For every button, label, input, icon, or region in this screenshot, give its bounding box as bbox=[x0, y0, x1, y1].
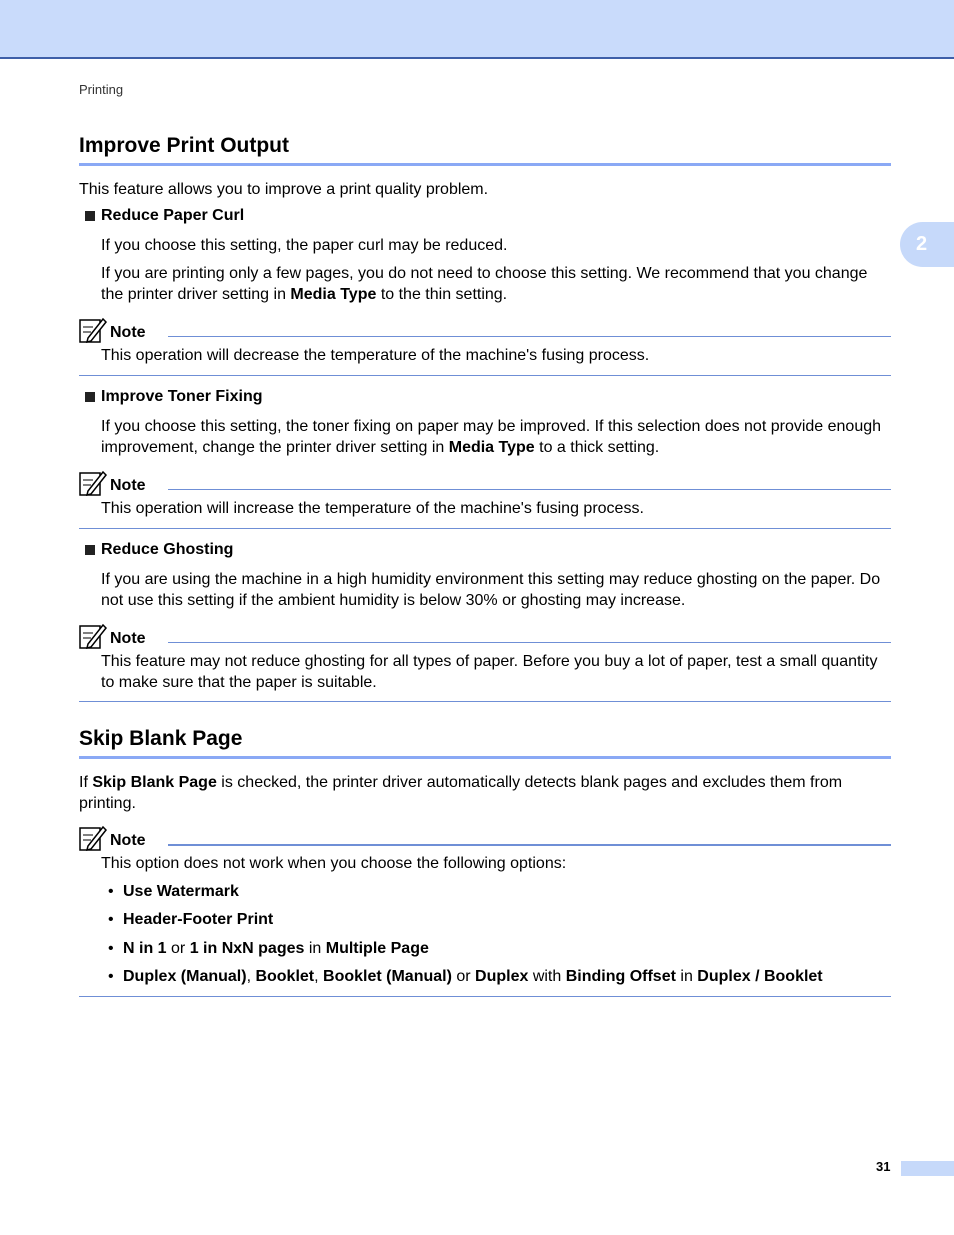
square-bullet-icon bbox=[85, 211, 95, 221]
bullet-dot-icon: • bbox=[108, 883, 114, 900]
bold-term: Media Type bbox=[448, 439, 535, 456]
note-label: Note bbox=[110, 832, 146, 849]
text: to the thin setting. bbox=[376, 286, 508, 303]
note-rule bbox=[168, 489, 891, 490]
paragraph: If you are using the machine in a high humidity environment this setting may reduce ghosting on the paper. Do not use this setting if the ambient humidity is below 30% or ghosting may increase. bbox=[101, 571, 881, 609]
note-header bbox=[79, 469, 891, 501]
text: in bbox=[304, 940, 326, 957]
text: to a thick setting. bbox=[534, 439, 660, 456]
note-label: Note bbox=[110, 630, 146, 647]
note-header bbox=[79, 316, 891, 348]
note-end-rule bbox=[79, 528, 891, 529]
text: If you are printing only a few pages, you do not need to choose this setting. We recommend that you change the printer driver setting in bbox=[101, 265, 868, 303]
note-text: This operation will increase the temperature of the machine's fusing process. bbox=[101, 500, 644, 517]
bold-term: Skip Blank Page bbox=[92, 774, 217, 791]
top-header-band bbox=[0, 0, 954, 59]
note-end-rule bbox=[79, 375, 891, 376]
section-title-skip-blank-page: Skip Blank Page bbox=[79, 727, 891, 759]
list-item bbox=[108, 881, 239, 902]
text: , bbox=[314, 968, 324, 985]
text: or bbox=[451, 968, 476, 985]
text: with bbox=[528, 968, 566, 985]
note-end-rule bbox=[79, 701, 891, 702]
option-text: Binding Offset bbox=[565, 968, 676, 985]
option-text: Duplex / Booklet bbox=[697, 968, 823, 985]
list-item bbox=[108, 938, 429, 959]
note-rule bbox=[168, 844, 891, 846]
option-text: Booklet bbox=[255, 968, 315, 985]
option-text: Header-Footer Print bbox=[123, 911, 274, 928]
paragraph: If you choose this setting, the paper curl may be reduced. bbox=[101, 237, 508, 254]
note-header bbox=[79, 824, 891, 856]
bullet-heading bbox=[85, 207, 244, 225]
list-item bbox=[108, 966, 823, 987]
note-text: This feature may not reduce ghosting for all types of paper. Before you buy a lot of paper, test a small quantity to make sure that the paper is suitable. bbox=[101, 653, 878, 691]
section-title-improve-print-output: Improve Print Output bbox=[79, 134, 891, 166]
text: is checked, the printer driver automatically detects blank pages and excludes them from printing. bbox=[79, 774, 843, 812]
option-text: Booklet (Manual) bbox=[323, 968, 452, 985]
note-end-rule bbox=[79, 996, 891, 997]
note-label: Note bbox=[110, 477, 146, 494]
bullet-heading bbox=[85, 388, 263, 406]
bold-term: Media Type bbox=[290, 286, 377, 303]
heading-text: Reduce Paper Curl bbox=[101, 207, 245, 224]
heading-text: Improve Toner Fixing bbox=[101, 388, 263, 405]
list-item bbox=[108, 909, 273, 930]
text: in bbox=[675, 968, 698, 985]
bullet-dot-icon: • bbox=[108, 911, 114, 928]
chapter-tab: 2 bbox=[900, 222, 954, 267]
footer-accent-bar bbox=[901, 1161, 954, 1176]
heading-text: Reduce Ghosting bbox=[101, 541, 234, 558]
note-pencil-icon bbox=[79, 622, 107, 650]
page-number: 31 bbox=[876, 1159, 891, 1174]
text: If bbox=[79, 774, 93, 791]
running-header: Printing bbox=[79, 82, 124, 97]
note-text: This operation will decrease the temperature of the machine's fusing process. bbox=[101, 347, 650, 364]
paragraph bbox=[101, 263, 891, 305]
section-intro: This feature allows you to improve a print quality problem. bbox=[79, 181, 489, 198]
note-pencil-icon bbox=[79, 824, 107, 852]
note-header bbox=[79, 622, 891, 654]
note-rule bbox=[168, 642, 891, 643]
note-pencil-icon bbox=[79, 316, 107, 344]
option-text: N in 1 bbox=[123, 940, 167, 957]
text: or bbox=[166, 940, 190, 957]
option-text: Multiple Page bbox=[325, 940, 429, 957]
note-rule bbox=[168, 336, 891, 337]
option-text: Use Watermark bbox=[123, 883, 239, 900]
option-text: Duplex (Manual) bbox=[123, 968, 247, 985]
square-bullet-icon bbox=[85, 392, 95, 402]
note-pencil-icon bbox=[79, 469, 107, 497]
section-paragraph bbox=[79, 772, 891, 814]
bullet-dot-icon: • bbox=[108, 968, 114, 985]
bullet-heading bbox=[85, 541, 233, 559]
square-bullet-icon bbox=[85, 545, 95, 555]
note-label: Note bbox=[110, 324, 146, 341]
option-text: Duplex bbox=[475, 968, 529, 985]
paragraph bbox=[101, 416, 891, 458]
note-text: This option does not work when you choose the following options: bbox=[101, 855, 567, 872]
option-text: 1 in NxN pages bbox=[189, 940, 305, 957]
bullet-dot-icon: • bbox=[108, 940, 114, 957]
text: If you choose this setting, the toner fixing on paper may be improved. If this selection does not provide enough improvement, change the printer driver setting in bbox=[101, 418, 882, 456]
text: , bbox=[246, 968, 256, 985]
